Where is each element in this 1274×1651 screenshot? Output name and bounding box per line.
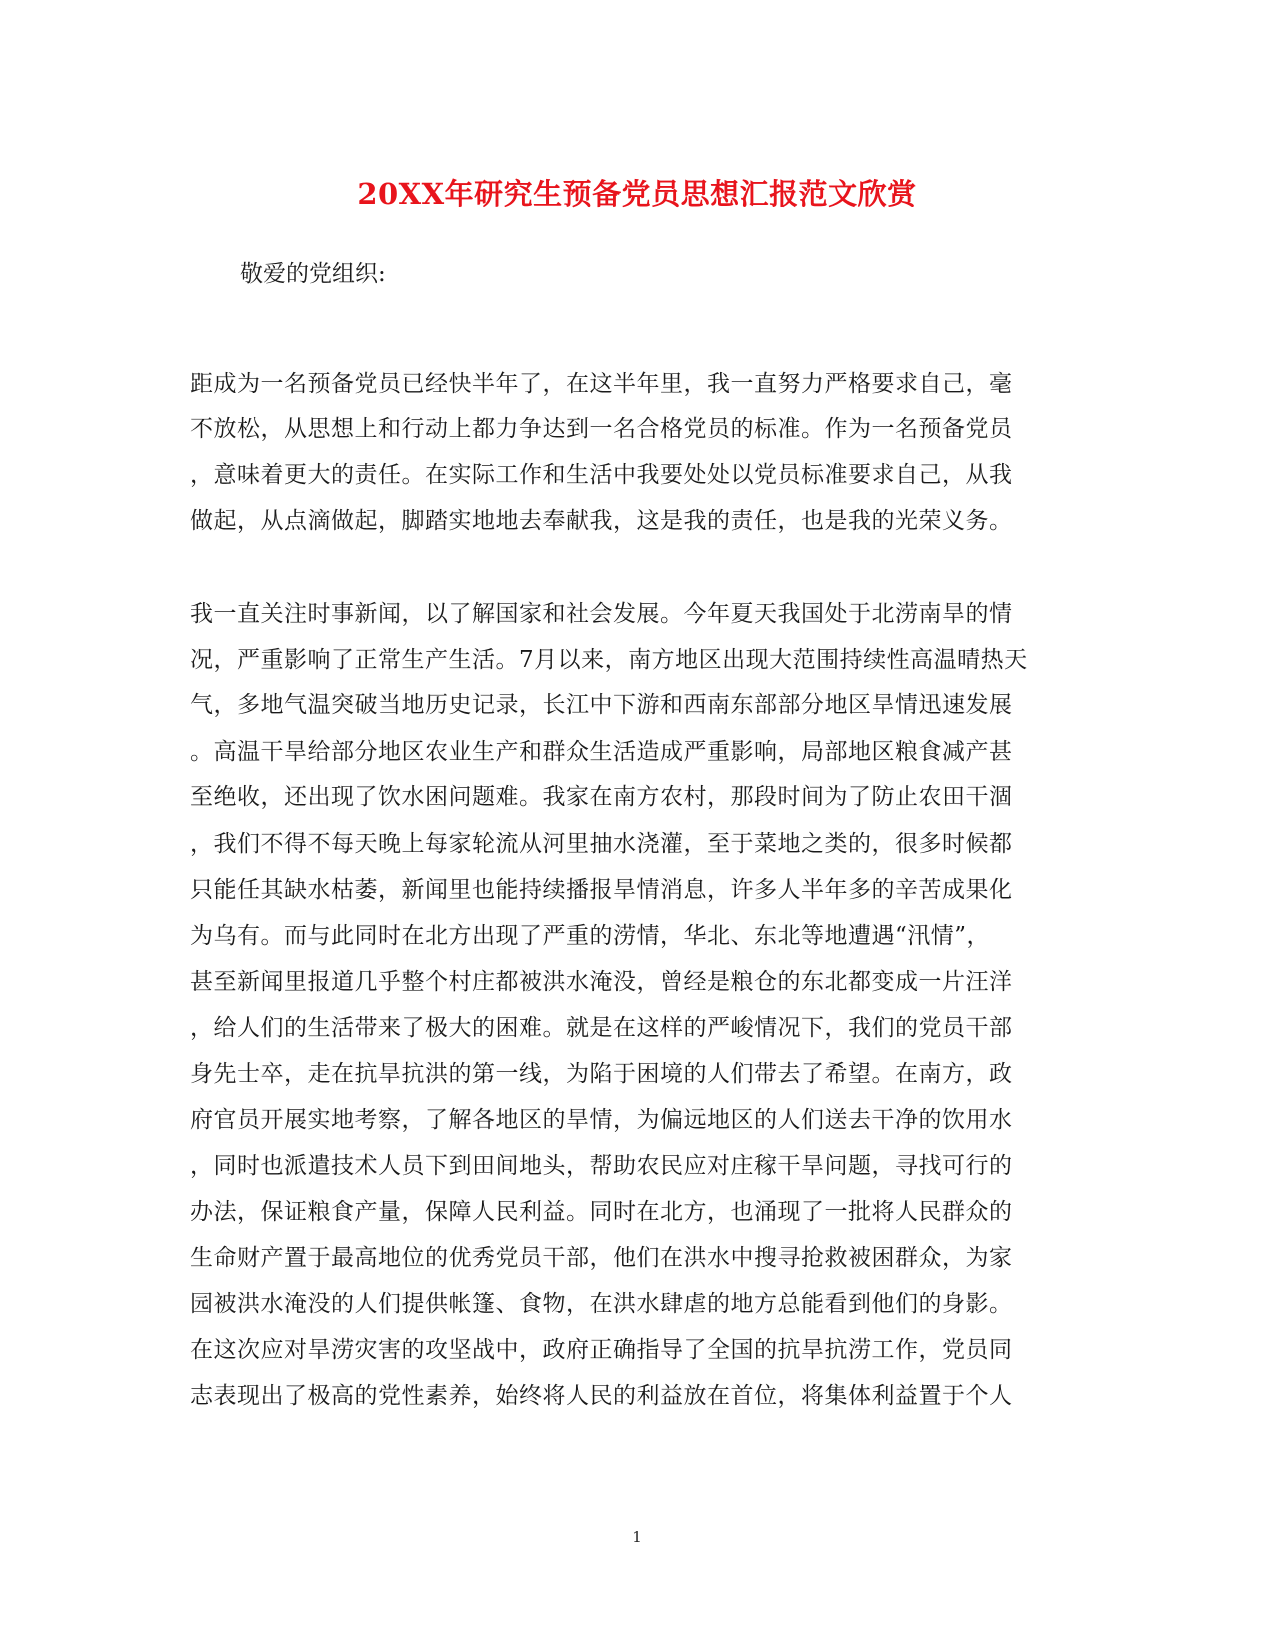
paragraph-2-line: 只能任其缺水枯萎，新闻里也能持续播报旱情消息，许多人半年多的辛苦成果化	[190, 877, 1013, 903]
paragraph-1-line: 不放松，从思想上和行动上都力争达到一名合格党员的标准。作为一名预备党员	[190, 416, 1013, 442]
paragraph-2-line: ，给人们的生活带来了极大的困难。就是在这样的严峻情况下，我们的党员干部	[190, 1015, 1013, 1041]
paragraph-2-line: 志表现出了极高的党性素养，始终将人民的利益放在首位，将集体利益置于个人	[190, 1383, 1013, 1409]
paragraph-2-line: 气，多地气温突破当地历史记录，长江中下游和西南东部部分地区旱情迅速发展	[190, 692, 1013, 718]
paragraph-2-line: 生命财产置于最高地位的优秀党员干部，他们在洪水中搜寻抢救被困群众，为家	[190, 1245, 1013, 1271]
paragraph-2-line: 况，严重影响了正常生产生活。7月以来，南方地区出现大范围持续性高温晴热天	[190, 647, 1028, 673]
paragraph-1-line: 距成为一名预备党员已经快半年了，在这半年里，我一直努力严格要求自己，毫	[190, 371, 1013, 397]
paragraph-1-line: 做起，从点滴做起，脚踏实地地去奉献我，这是我的责任，也是我的光荣义务。	[190, 508, 1013, 534]
salutation: 敬爱的党组织:	[240, 261, 386, 287]
paragraph-2-line: 我一直关注时事新闻，以了解国家和社会发展。今年夏天我国处于北涝南旱的情	[190, 601, 1013, 627]
document-title: 20XX年研究生预备党员思想汇报范文欣赏	[357, 177, 917, 211]
paragraph-2-line: 身先士卒，走在抗旱抗洪的第一线，为陷于困境的人们带去了希望。在南方，政	[190, 1061, 1013, 1087]
page-number: 1	[632, 1528, 642, 1546]
paragraph-2-line: 至绝收，还出现了饮水困问题难。我家在南方农村，那段时间为了防止农田干涸	[190, 784, 1013, 810]
paragraph-2-line: 甚至新闻里报道几乎整个村庄都被洪水淹没，曾经是粮仓的东北都变成一片汪洋	[190, 969, 1013, 995]
paragraph-2-line: 。高温干旱给部分地区农业生产和群众生活造成严重影响，局部地区粮食减产甚	[190, 739, 1013, 765]
paragraph-2-line: 为乌有。而与此同时在北方出现了严重的涝情，华北、东北等地遭遇“汛情”，	[190, 923, 991, 949]
paragraph-2-line: ，同时也派遣技术人员下到田间地头，帮助农民应对庄稼干旱问题，寻找可行的	[190, 1153, 1013, 1179]
paragraph-2-line: 园被洪水淹没的人们提供帐篷、食物，在洪水肆虐的地方总能看到他们的身影。	[190, 1291, 1013, 1317]
paragraph-2-line: 办法，保证粮食产量，保障人民利益。同时在北方，也涌现了一批将人民群众的	[190, 1199, 1013, 1225]
paragraph-2-line: ，我们不得不每天晚上每家轮流从河里抽水浇灌，至于菜地之类的，很多时候都	[190, 831, 1013, 857]
paragraph-2-line: 在这次应对旱涝灾害的攻坚战中，政府正确指导了全国的抗旱抗涝工作，党员同	[190, 1337, 1013, 1363]
paragraph-2-line: 府官员开展实地考察，了解各地区的旱情，为偏远地区的人们送去干净的饮用水	[190, 1107, 1013, 1133]
paragraph-1-line: ，意味着更大的责任。在实际工作和生活中我要处处以党员标准要求自己，从我	[190, 462, 1013, 488]
